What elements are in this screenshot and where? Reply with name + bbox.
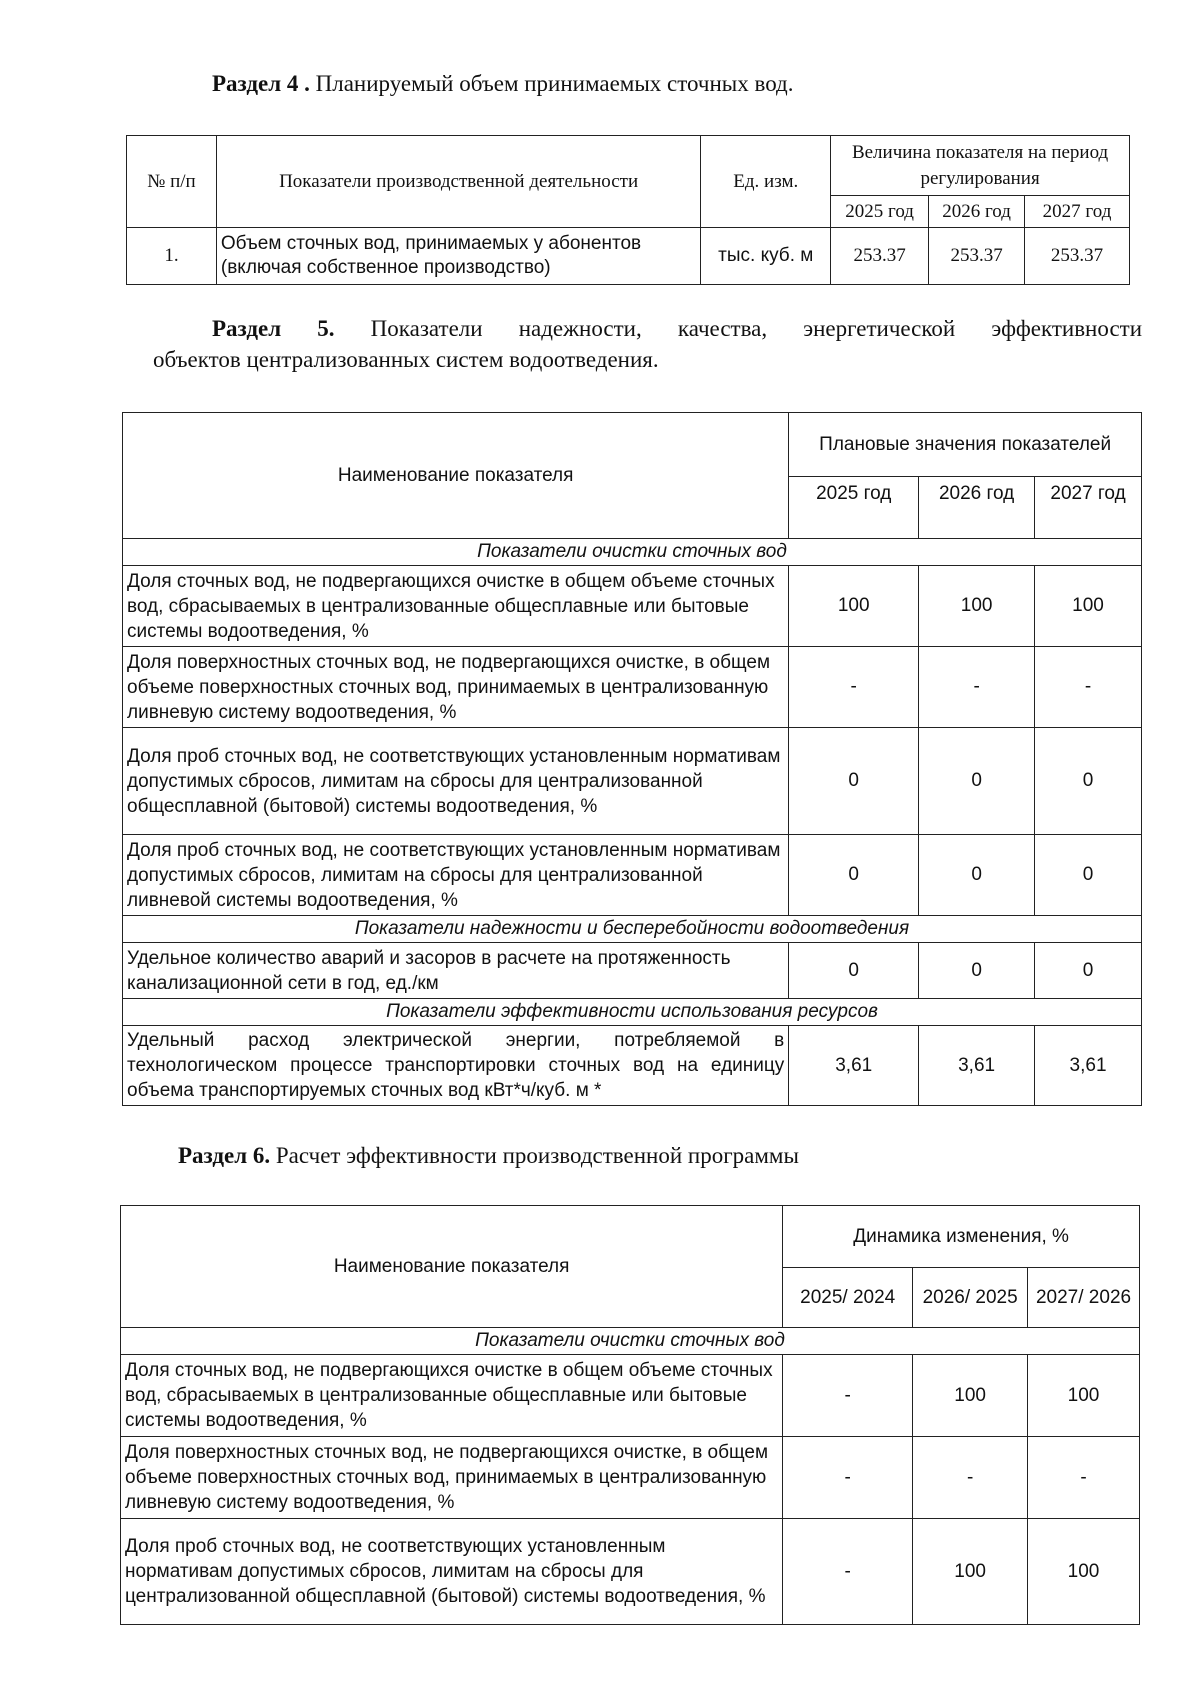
table-row [123,566,1142,647]
group-title: Показатели очистки сточных вод [123,539,1142,566]
section5-title [212,313,1142,344]
header-year: 2025 год [789,477,919,539]
table-row [123,728,1142,835]
row-value: - [1028,1437,1140,1519]
header-plan: Плановые значения показателей [789,413,1142,477]
row-value: 0 [1035,728,1142,835]
row-name: Доля сточных вод, не подвергающихся очистке в общем объеме сточных вод, сбрасываемых в централизованные общесплавные или бытовые системы водоотведения, % [121,1355,783,1437]
section5-table [122,412,1142,1106]
row-value: 100 [1028,1355,1140,1437]
row-value: - [913,1437,1028,1519]
row-value: 100 [919,566,1035,647]
row-name: Доля сточных вод, не подвергающихся очистке в общем объеме сточных вод, сбрасываемых в централизованные общесплавные или бытовые системы водоотведения, % [123,566,789,647]
table-row [123,943,1142,999]
row-value: 100 [913,1355,1028,1437]
section6-table [120,1205,1140,1625]
row-name: Доля проб сточных вод, не соответствующих установленным нормативам допустимых сбросов, лимитам на сбросы для централизованной ливневой системы водоотведения, % [123,835,789,916]
section6-title [178,1140,799,1171]
row-value: 0 [789,943,919,999]
row-value: - [783,1355,913,1437]
header-year: 2027 год [1025,196,1130,228]
section6-title-text: Расчет эффективности производственной программы [270,1143,799,1168]
header-dynamics: Динамика изменения, % [783,1206,1140,1268]
table-row [121,1355,1140,1437]
row-value: 0 [919,835,1035,916]
section4-title-text: Планируемый объем принимаемых сточных вод. [309,71,794,96]
row-name: Доля поверхностных сточных вод, не подвергающихся очистке, в общем объеме поверхностных сточных вод, принимаемых в централизованную ливневую систему водоотведения, % [121,1437,783,1519]
header-year: 2027 год [1035,477,1142,539]
table-row [121,1519,1140,1625]
table-row [123,1026,1142,1106]
header-period: 2027/ 2026 [1028,1268,1140,1328]
header-name: Наименование показателя [123,413,789,539]
row-value: - [789,647,919,728]
row-value: 100 [1035,566,1142,647]
row-value: 253.37 [831,228,929,285]
section5-title-label: Раздел 5. [212,316,335,341]
row-value: 0 [789,728,919,835]
row-value: - [783,1437,913,1519]
row-value: 3,61 [919,1026,1035,1106]
header-period: 2026/ 2025 [913,1268,1028,1328]
group-title: Показатели очистки сточных вод [121,1328,1140,1355]
row-value: 0 [789,835,919,916]
row-value: 0 [919,728,1035,835]
section5-title-line2: объектов централизованных систем водоотведения. [153,347,659,372]
row-value: - [1035,647,1142,728]
row-name: Удельное количество аварий и засоров в расчете на протяженность канализационной сети в год, ед./км [123,943,789,999]
header-name: Наименование показателя [121,1206,783,1328]
header-period: Величина показателя на период регулирования [831,136,1130,196]
header-indicator: Показатели производственной деятельности [216,136,700,228]
row-num: 1. [127,228,217,285]
group-title: Показатели эффективности использования ресурсов [123,999,1142,1026]
row-name: Доля проб сточных вод, не соответствующих установленным нормативам допустимых сбросов, лимитам на сбросы для централизованной общесплавной (бытовой) системы водоотведения, % [121,1519,783,1625]
row-value: 3,61 [789,1026,919,1106]
row-name: Доля проб сточных вод, не соответствующих установленным нормативам допустимых сбросов, лимитам на сбросы для централизованной общесплавной (бытовой) системы водоотведения, % [123,728,789,835]
table-row [121,1437,1140,1519]
section6-title-label: Раздел 6. [178,1143,271,1168]
table-row [123,647,1142,728]
header-period: 2025/ 2024 [783,1268,913,1328]
table-row [127,228,1130,285]
row-value: 100 [913,1519,1028,1625]
table-row [123,835,1142,916]
row-name: Доля поверхностных сточных вод, не подвергающихся очистке, в общем объеме поверхностных сточных вод, принимаемых в централизованную ливневую систему водоотведения, % [123,647,789,728]
header-unit: Ед. изм. [701,136,831,228]
row-value: - [783,1519,913,1625]
row-value: 100 [1028,1519,1140,1625]
row-value: 253.37 [929,228,1025,285]
row-value: 0 [919,943,1035,999]
row-value: 253.37 [1025,228,1130,285]
header-num: № п/п [127,136,217,228]
row-value: - [919,647,1035,728]
row-indicator: Объем сточных вод, принимаемых у абонентов (включая собственное производство) [216,228,700,285]
header-year: 2025 год [831,196,929,228]
section5-title-text: Показатели надежности, качества, энергетической эффективности [334,316,1143,341]
header-year: 2026 год [929,196,1025,228]
header-year: 2026 год [919,477,1035,539]
group-title: Показатели надежности и бесперебойности водоотведения [123,916,1142,943]
section4-table [126,135,1130,285]
row-value: 100 [789,566,919,647]
section4-title-label: Раздел 4 . [212,71,310,96]
section4-title [212,68,793,99]
row-value: 3,61 [1035,1026,1142,1106]
row-name: Удельный расход электрической энергии, потребляемой в технологическом процессе транспортировки сточных вод на единицу объема транспортируемых сточных вод кВт*ч/куб. м * [123,1026,789,1106]
row-value: 0 [1035,943,1142,999]
row-value: 0 [1035,835,1142,916]
row-unit: тыс. куб. м [701,228,831,285]
